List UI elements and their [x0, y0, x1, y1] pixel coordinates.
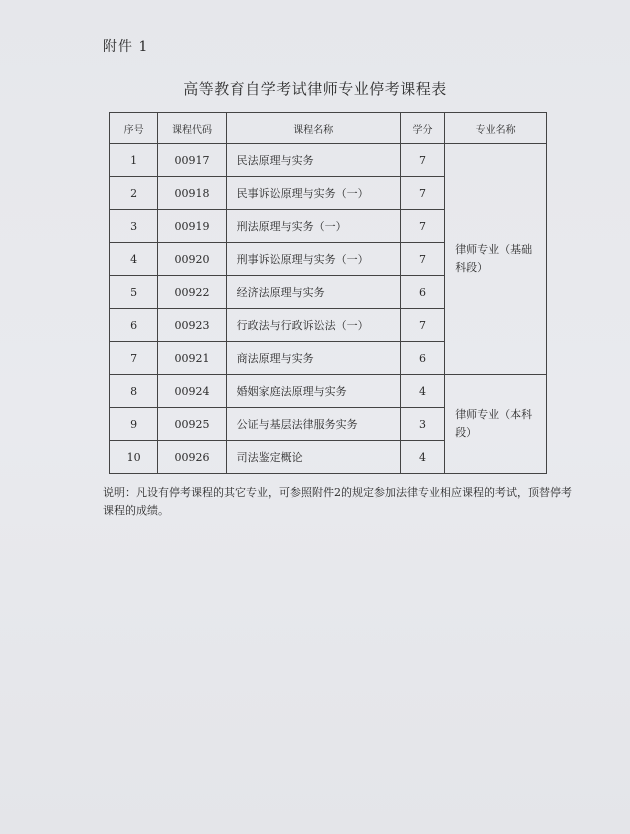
cell-credit: 7	[400, 210, 444, 243]
cell-no: 1	[110, 144, 158, 177]
cell-no: 4	[110, 243, 158, 276]
cell-major-name: 律师专业（本科段）	[445, 375, 547, 474]
attachment-label: 附件 1	[103, 39, 149, 55]
cell-course-name: 公证与基层法律服务实务	[226, 408, 400, 441]
cell-course-code: 00925	[158, 408, 226, 441]
cell-course-name: 刑法原理与实务（一）	[226, 210, 400, 243]
cell-course-code: 00922	[158, 276, 226, 309]
cell-course-name: 经济法原理与实务	[226, 276, 400, 309]
column-header-name: 课程名称	[226, 113, 400, 144]
cell-course-code: 00921	[158, 342, 226, 375]
column-header-no: 序号	[110, 113, 158, 144]
cell-course-code: 00926	[158, 441, 226, 474]
column-header-major: 专业名称	[445, 113, 547, 144]
cell-course-code: 00923	[158, 309, 226, 342]
cell-no: 6	[110, 309, 158, 342]
cell-credit: 4	[400, 441, 444, 474]
cell-no: 8	[110, 375, 158, 408]
cell-course-code: 00918	[158, 177, 226, 210]
cell-major-name: 律师专业（基础科段）	[445, 144, 547, 375]
cell-no: 2	[110, 177, 158, 210]
cell-course-name: 刑事诉讼原理与实务（一）	[226, 243, 400, 276]
table-row	[110, 375, 547, 408]
cell-course-name: 商法原理与实务	[226, 342, 400, 375]
table-row	[110, 144, 547, 177]
note-text: 说明：凡设有停考课程的其它专业，可参照附件2的规定参加法律专业相应课程的考试，顶替停考课程的成绩。	[103, 486, 572, 517]
cell-credit: 7	[400, 144, 444, 177]
cell-course-code: 00924	[158, 375, 226, 408]
cell-no: 3	[110, 210, 158, 243]
cell-credit: 7	[400, 243, 444, 276]
cell-course-name: 司法鉴定概论	[226, 441, 400, 474]
cell-credit: 7	[400, 177, 444, 210]
column-header-code: 课程代码	[158, 113, 226, 144]
document-title: 高等教育自学考试律师专业停考课程表	[183, 80, 447, 98]
cell-course-name: 行政法与行政诉讼法（一）	[226, 309, 400, 342]
cell-credit: 4	[400, 375, 444, 408]
cell-course-code: 00920	[158, 243, 226, 276]
cell-credit: 7	[400, 309, 444, 342]
column-header-credit: 学分	[400, 113, 444, 144]
cell-course-name: 婚姻家庭法原理与实务	[226, 375, 400, 408]
cell-course-name: 民法原理与实务	[226, 144, 400, 177]
cell-no: 7	[110, 342, 158, 375]
cell-no: 9	[110, 408, 158, 441]
course-table	[109, 112, 547, 474]
table-header-row	[110, 113, 547, 144]
cell-course-code: 00917	[158, 144, 226, 177]
cell-course-code: 00919	[158, 210, 226, 243]
cell-credit: 6	[400, 276, 444, 309]
cell-course-name: 民事诉讼原理与实务（一）	[226, 177, 400, 210]
cell-credit: 3	[400, 408, 444, 441]
cell-no: 5	[110, 276, 158, 309]
cell-credit: 6	[400, 342, 444, 375]
cell-no: 10	[110, 441, 158, 474]
table-body	[110, 144, 547, 474]
